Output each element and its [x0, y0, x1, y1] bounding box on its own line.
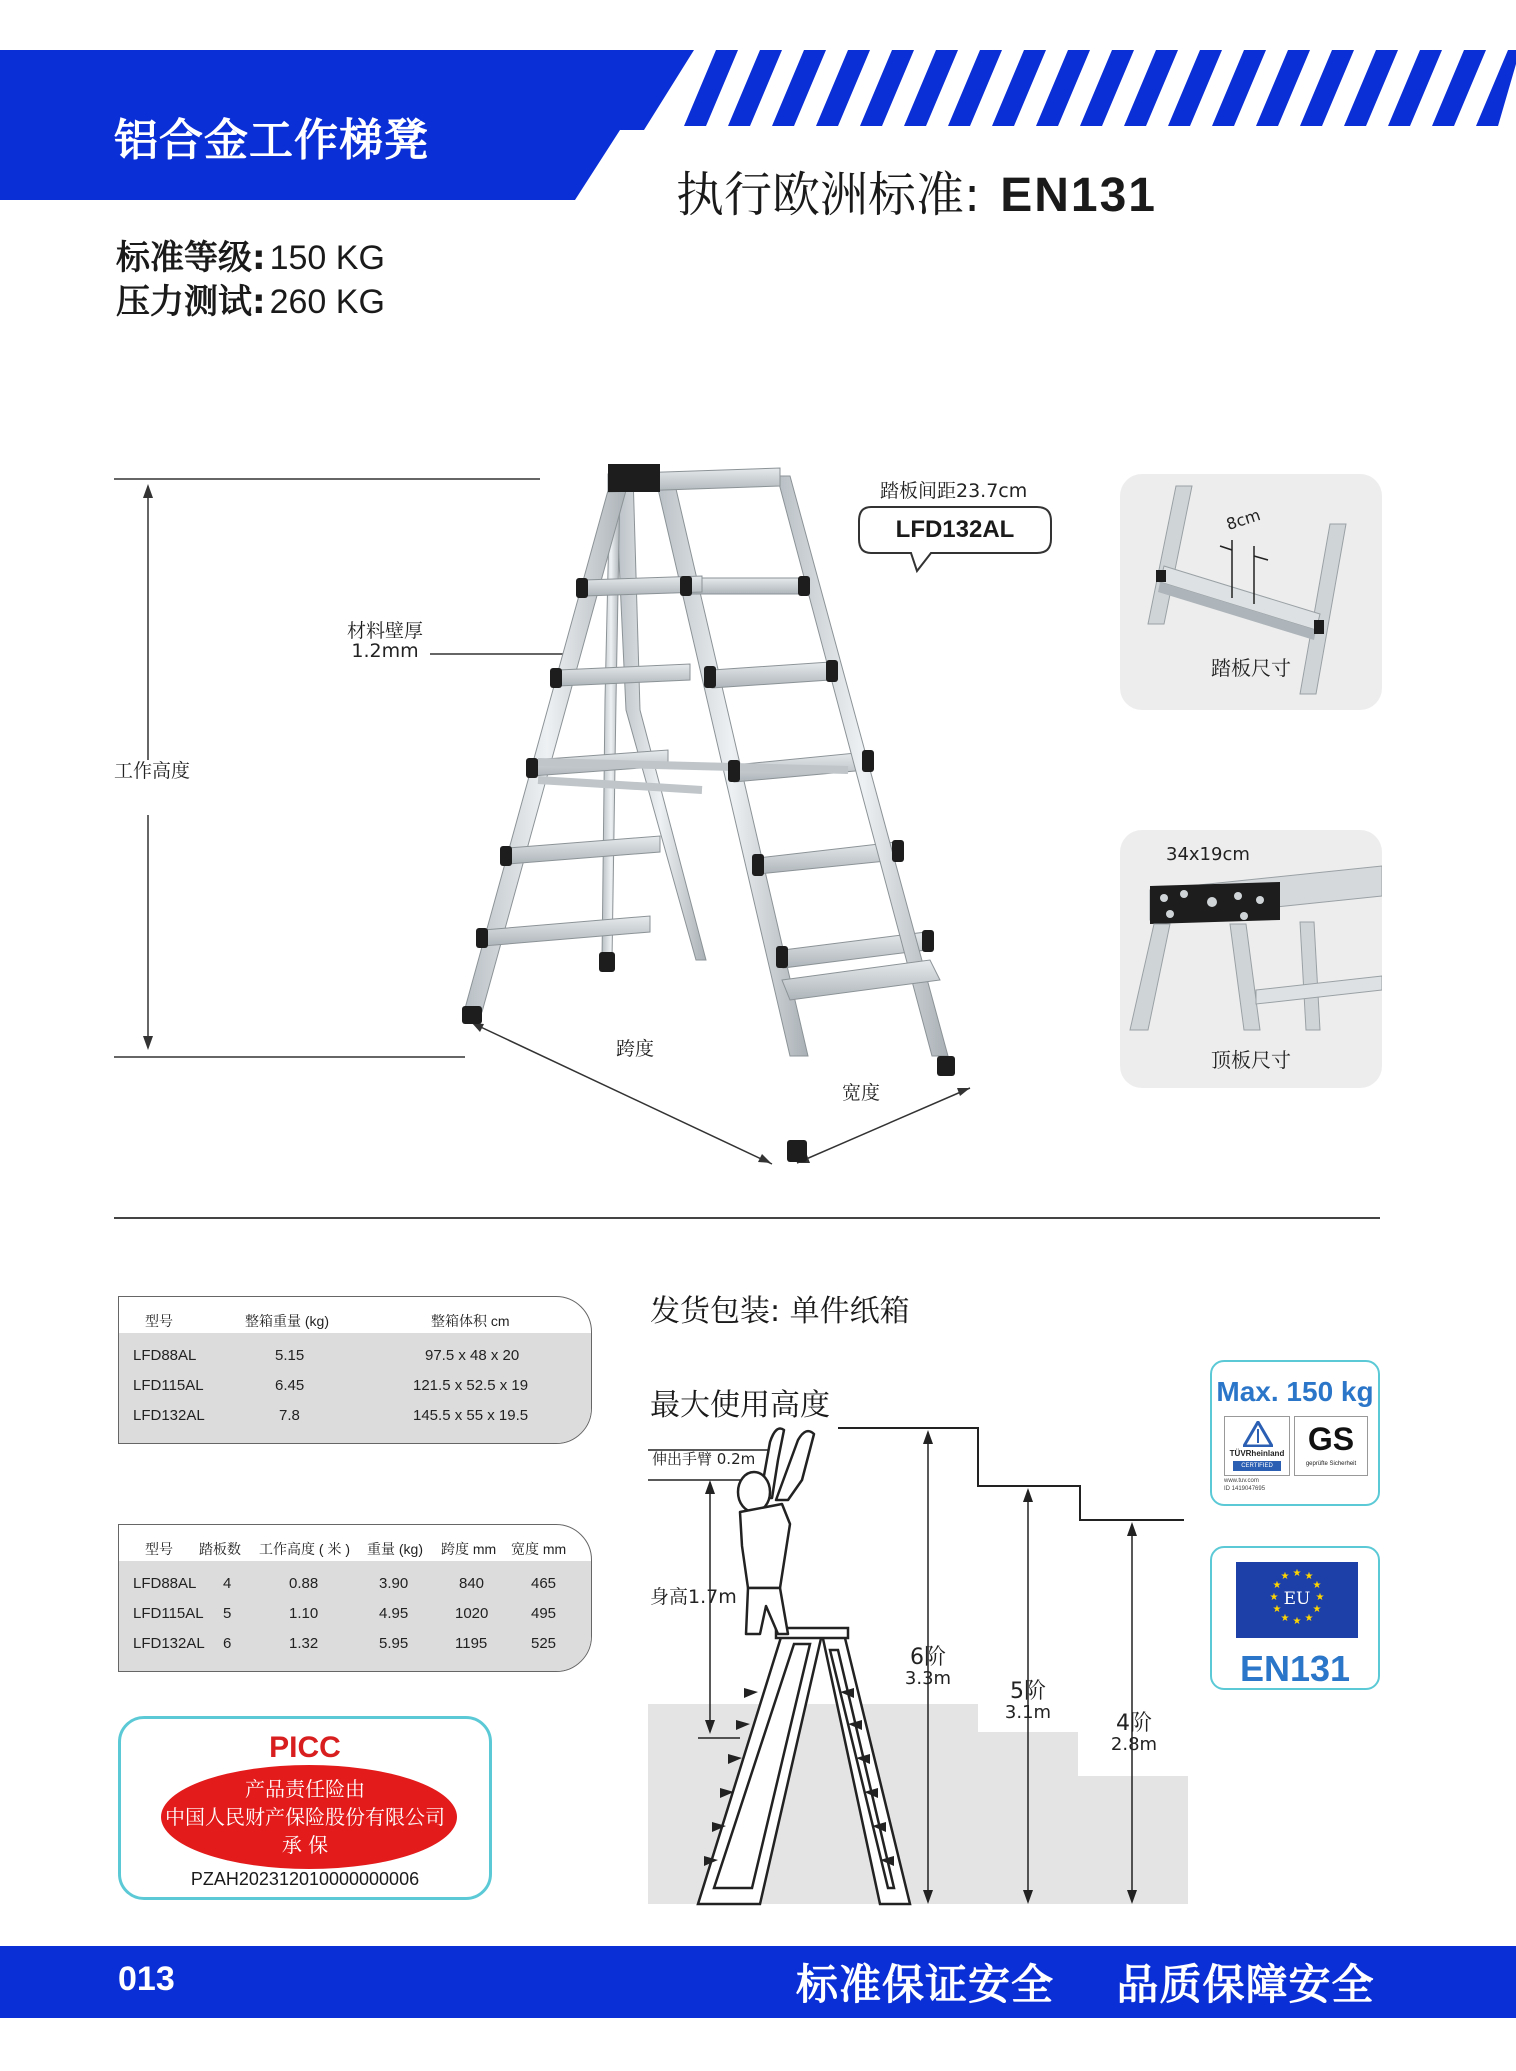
table-row: [119, 1599, 591, 1629]
step-size-caption: 踏板尺寸: [1211, 656, 1291, 680]
table-cell: 4.95: [379, 1605, 409, 1622]
column-header: 踏板数: [199, 1541, 241, 1557]
table-cell: 840: [459, 1575, 485, 1592]
table-header-row: [119, 1533, 591, 1563]
table-cell: 525: [531, 1635, 557, 1652]
svg-text:★: ★: [1304, 1613, 1314, 1624]
spec-label: 压力测试:: [116, 282, 266, 322]
top-size-inset: [1120, 830, 1382, 1088]
picc-logo: PICC: [269, 1731, 341, 1764]
tuv-name: TÜVRheinland: [1229, 1449, 1285, 1458]
table-cell: LFD132AL: [133, 1635, 205, 1652]
level-height-6: 3.3m: [904, 1668, 952, 1689]
step-size-inset: [1120, 474, 1382, 710]
en131-badge: [1210, 1546, 1380, 1690]
wall-thickness-label: 材料壁厚: [346, 620, 423, 642]
column-header: 重量 (kg): [367, 1541, 423, 1557]
table-header-row: [119, 1305, 591, 1335]
eu-flag: [1236, 1562, 1358, 1638]
model-tag: LFD132AL: [895, 516, 1015, 543]
spec-load-grade: [116, 230, 385, 279]
step-spacing-label: 踏板间距23.7cm: [880, 480, 1028, 502]
table-cell: 97.5 x 48 x 20: [425, 1347, 520, 1364]
column-header: 整箱体积 cm: [431, 1313, 510, 1329]
tuv-triangle-icon: [1243, 1421, 1273, 1447]
table-cell: 1.10: [289, 1605, 319, 1622]
arm-reach-label: 伸出手臂 0.2m: [652, 1450, 756, 1468]
max-height-title: 最大使用高度: [650, 1388, 830, 1423]
tuv-url: www.tuv.com: [1224, 1478, 1259, 1484]
table-cell: LFD115AL: [133, 1605, 204, 1622]
max-load-badge: [1210, 1360, 1380, 1506]
level-height-4: 2.8m: [1110, 1734, 1158, 1755]
picc-policy-number: PZAH202312010000000006: [190, 1869, 420, 1889]
svg-text:★: ★: [1312, 1604, 1322, 1615]
picc-line: 中国人民财产保险股份有限公司: [165, 1805, 445, 1829]
top-dim-label: 34x19cm: [1166, 844, 1250, 865]
level-steps-5: 5阶: [1010, 1679, 1046, 1704]
table-cell: 5.15: [275, 1347, 305, 1364]
table-cell: 0.88: [289, 1575, 319, 1592]
step-dim-label: 8cm: [1223, 505, 1263, 534]
body-height-label: 身高1.7m: [650, 1586, 737, 1608]
en131-text: EN131: [1239, 1648, 1351, 1689]
top-size-caption: 顶板尺寸: [1211, 1048, 1291, 1072]
table-cell: 1195: [455, 1635, 488, 1652]
table-cell: 6: [223, 1635, 232, 1652]
svg-text:★: ★: [1304, 1571, 1314, 1582]
svg-text:★: ★: [1292, 1616, 1302, 1627]
gs-subtitle: geprüfte Sicherheit: [1305, 1461, 1357, 1467]
column-header: 型号: [145, 1541, 173, 1557]
eu-text: EU: [1283, 1589, 1311, 1609]
package-table: [118, 1296, 592, 1444]
standard-line: [676, 156, 1157, 225]
width-label: 宽度: [842, 1082, 881, 1104]
spec-value: 150 KG: [269, 239, 385, 277]
table-cell: 5.95: [379, 1635, 409, 1652]
table-cell: 6.45: [275, 1377, 305, 1394]
spec-table: [118, 1524, 592, 1672]
svg-text:★: ★: [1280, 1613, 1290, 1624]
svg-text:★: ★: [1280, 1571, 1290, 1582]
table-cell: 121.5 x 52.5 x 19: [413, 1377, 529, 1394]
table-cell: 145.5 x 55 x 19.5: [413, 1407, 529, 1424]
table-cell: 7.8: [279, 1407, 300, 1424]
spec-pressure-test: [116, 274, 385, 323]
wall-thickness-value: 1.2mm: [351, 640, 419, 662]
table-row: [119, 1341, 591, 1371]
section-divider: [114, 1217, 1380, 1219]
standard-code: EN131: [1000, 169, 1157, 222]
shipping-info: 发货包装: 单件纸箱: [650, 1294, 910, 1329]
table-cell: 3.90: [379, 1575, 409, 1592]
picc-line: 承 保: [281, 1833, 329, 1857]
level-height-5: 3.1m: [1004, 1702, 1052, 1723]
table-cell: 1020: [455, 1605, 489, 1622]
spec-value: 260 KG: [269, 283, 385, 321]
gs-mark: [1294, 1416, 1368, 1476]
max-load-text: Max. 150 kg: [1216, 1376, 1374, 1407]
level-steps-4: 4阶: [1116, 1711, 1152, 1736]
table-cell: LFD88AL: [133, 1575, 197, 1592]
spec-label: 标准等级:: [116, 238, 266, 278]
column-header: 工作高度 ( 米 ): [259, 1541, 350, 1557]
table-row: [119, 1401, 591, 1431]
span-label: 跨度: [616, 1038, 655, 1060]
table-cell: 4: [223, 1575, 232, 1592]
column-header: 跨度 mm: [441, 1541, 497, 1557]
picc-line: 产品责任险由: [245, 1777, 365, 1801]
page-title: 铝合金工作梯凳: [114, 115, 429, 166]
table-cell: 1.32: [289, 1635, 319, 1652]
column-header: 型号: [145, 1313, 173, 1329]
standard-label: 执行欧洲标准:: [676, 167, 981, 223]
svg-text:★: ★: [1272, 1604, 1282, 1615]
svg-text:★: ★: [1272, 1580, 1282, 1591]
tuv-certified: CERTIFIED: [1233, 1461, 1281, 1471]
column-header: 整箱重量 (kg): [245, 1313, 329, 1329]
column-header: 宽度 mm: [511, 1541, 567, 1557]
tuv-mark: [1224, 1416, 1290, 1476]
tuv-id: ID 1419047695: [1224, 1486, 1266, 1492]
svg-text:★: ★: [1269, 1592, 1279, 1603]
table-row: [119, 1629, 591, 1659]
table-cell: LFD115AL: [133, 1377, 204, 1394]
table-cell: 5: [223, 1605, 232, 1622]
gs-logo: GS: [1307, 1421, 1355, 1457]
picc-insurance-box: [118, 1716, 492, 1900]
level-steps-6: 6阶: [910, 1645, 946, 1670]
working-height-label: 工作高度: [114, 760, 191, 782]
table-row: [119, 1371, 591, 1401]
table-cell: LFD88AL: [133, 1347, 197, 1364]
footer-slogan: 标准保证安全 品质保障安全: [796, 1960, 1375, 2009]
svg-text:★: ★: [1292, 1568, 1302, 1579]
page-number: 013: [118, 1960, 175, 1998]
table-cell: LFD132AL: [133, 1407, 205, 1424]
svg-text:★: ★: [1315, 1592, 1325, 1603]
table-cell: 465: [531, 1575, 557, 1592]
table-row: [119, 1569, 591, 1599]
table-cell: 495: [531, 1605, 557, 1622]
svg-text:★: ★: [1312, 1580, 1322, 1591]
